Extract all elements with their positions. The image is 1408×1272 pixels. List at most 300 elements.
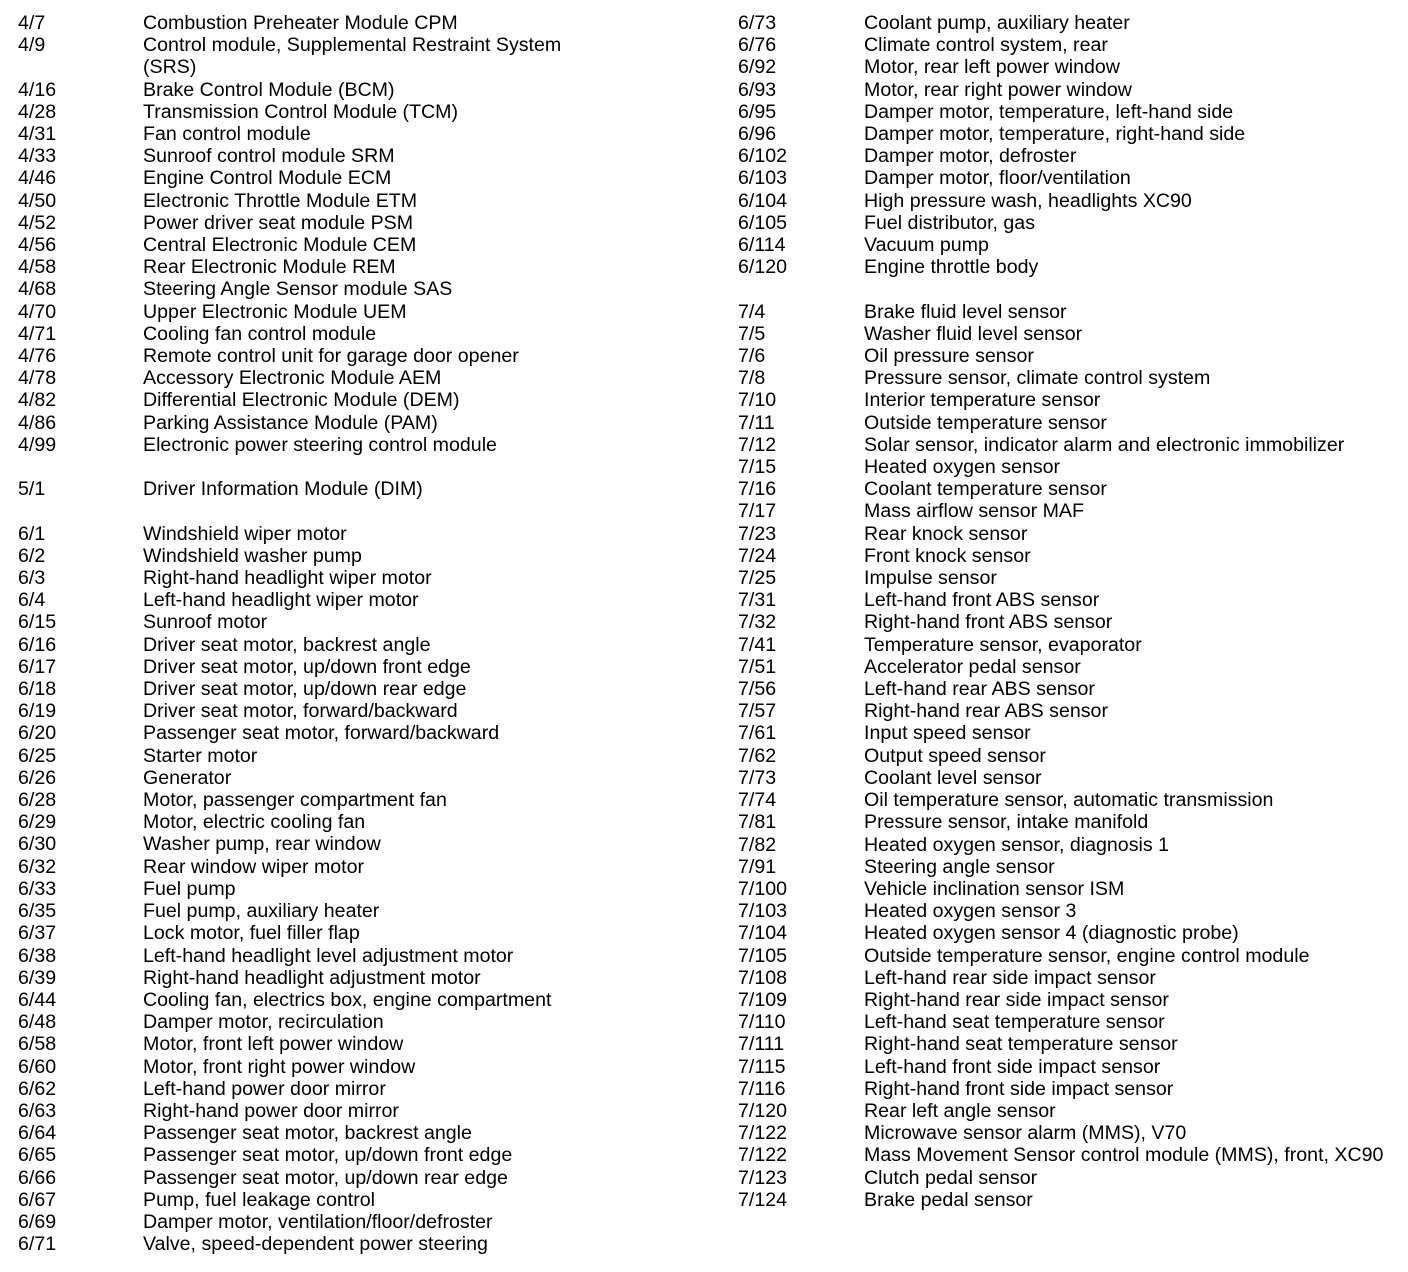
component-row — [18, 212, 708, 234]
component-row — [738, 545, 1398, 567]
component-description: Microwave sensor alarm (MMS), V70 — [864, 1122, 1187, 1145]
component-row — [738, 1033, 1398, 1055]
component-code: 6/32 — [18, 855, 57, 878]
component-code: 7/110 — [738, 1011, 786, 1034]
component-row — [18, 922, 708, 944]
component-row — [18, 301, 708, 323]
component-description: Cooling fan control module — [143, 322, 377, 345]
component-description: Left-hand front ABS sensor — [864, 589, 1100, 612]
component-row — [18, 567, 708, 589]
component-code: 4/7 — [18, 12, 46, 34]
component-description: Parking Assistance Module (PAM) — [143, 411, 438, 434]
component-description: Washer fluid level sensor — [864, 322, 1083, 345]
component-row — [18, 1122, 708, 1144]
component-description: Cooling fan, electrics box, engine compartment — [143, 988, 552, 1011]
component-description: Remote control unit for garage door opener — [143, 345, 519, 368]
component-description: Steering angle sensor — [864, 855, 1055, 878]
component-row — [738, 1144, 1398, 1166]
component-code: 5/1 — [18, 478, 46, 501]
component-description: Climate control system, rear — [864, 34, 1108, 57]
component-description: Right-hand headlight adjustment motor — [143, 966, 481, 989]
component-code: 6/37 — [18, 922, 57, 945]
component-description: Central Electronic Module CEM — [143, 234, 417, 257]
component-description: Rear window wiper motor — [143, 855, 365, 878]
component-row — [738, 567, 1398, 589]
component-code: 4/78 — [18, 367, 57, 390]
component-description: Heated oxygen sensor 3 — [864, 900, 1077, 923]
component-row — [738, 79, 1398, 101]
component-description: Valve, speed-dependent power steering — [143, 1233, 488, 1256]
component-row — [738, 212, 1398, 234]
component-code: 6/102 — [738, 145, 788, 168]
component-description: Output speed sensor — [864, 744, 1046, 767]
component-description: Mass airflow sensor MAF — [864, 500, 1084, 523]
component-code: 6/64 — [18, 1122, 57, 1145]
component-row — [738, 167, 1398, 189]
component-row — [18, 101, 708, 123]
component-description: Left-hand rear side impact sensor — [864, 966, 1156, 989]
component-row — [18, 434, 708, 456]
component-code: 6/39 — [18, 966, 57, 989]
component-description: Right-hand front side impact sensor — [864, 1077, 1174, 1100]
component-code: 7/11 — [738, 411, 775, 434]
component-row — [738, 389, 1398, 411]
component-description: Motor, rear left power window — [864, 56, 1120, 79]
component-row — [18, 833, 708, 855]
component-code: 7/51 — [738, 655, 777, 678]
component-code: 7/62 — [738, 744, 777, 767]
component-code: 7/104 — [738, 922, 788, 945]
component-row — [18, 611, 708, 633]
component-row — [18, 1189, 708, 1211]
component-description: Differential Electronic Module (DEM) — [143, 389, 460, 412]
component-description: Motor, rear right power window — [864, 78, 1132, 101]
component-row — [738, 256, 1398, 278]
component-code: 7/17 — [738, 500, 777, 523]
component-code: 7/124 — [738, 1188, 788, 1211]
component-row — [18, 789, 708, 811]
component-description: Fuel pump, auxiliary heater — [143, 900, 380, 923]
component-code: 6/73 — [738, 12, 777, 34]
component-code: 4/33 — [18, 145, 57, 168]
component-row — [738, 123, 1398, 145]
component-row — [738, 1100, 1398, 1122]
right-component-list — [738, 12, 1398, 1211]
component-description: Clutch pedal sensor — [864, 1166, 1038, 1189]
component-description: Sunroof motor — [143, 611, 268, 634]
component-code: 7/81 — [738, 811, 777, 834]
component-code: 7/25 — [738, 567, 777, 590]
component-description: Driver seat motor, backrest angle — [143, 633, 431, 656]
component-code: 6/103 — [738, 167, 788, 190]
component-description: Right-hand headlight wiper motor — [143, 567, 432, 590]
component-description: Right-hand rear ABS sensor — [864, 700, 1108, 723]
component-description: Pump, fuel leakage control — [143, 1188, 375, 1211]
component-code: 6/66 — [18, 1166, 57, 1189]
component-code: 7/120 — [738, 1099, 788, 1122]
component-code: 6/25 — [18, 744, 57, 767]
component-code: 4/52 — [18, 211, 57, 234]
component-code: 4/99 — [18, 433, 57, 456]
component-row — [18, 656, 708, 678]
component-description: Brake fluid level sensor — [864, 300, 1067, 323]
component-code: 7/5 — [738, 322, 766, 345]
component-description: Right-hand front ABS sensor — [864, 611, 1113, 634]
component-description: Pressure sensor, intake manifold — [864, 811, 1149, 834]
component-code: 7/16 — [738, 478, 777, 501]
component-code: 6/69 — [18, 1210, 57, 1233]
component-code: 6/104 — [738, 189, 788, 212]
component-description: High pressure wash, headlights XC90 — [864, 189, 1192, 212]
component-code: 6/105 — [738, 211, 788, 234]
component-code: 6/28 — [18, 789, 57, 812]
component-row — [738, 190, 1398, 212]
component-description: Front knock sensor — [864, 544, 1031, 567]
component-row — [18, 123, 708, 145]
component-code: 6/26 — [18, 766, 57, 789]
component-row — [738, 989, 1398, 1011]
component-code: 7/41 — [738, 633, 777, 656]
component-row — [18, 278, 708, 300]
component-description: Accessory Electronic Module AEM — [143, 367, 442, 390]
component-row — [18, 811, 708, 833]
component-row — [18, 745, 708, 767]
component-row — [18, 767, 708, 789]
component-code: 6/71 — [18, 1233, 57, 1256]
component-description: Motor, passenger compartment fan — [143, 789, 447, 812]
component-description: Heated oxygen sensor — [864, 456, 1061, 479]
component-code: 6/19 — [18, 700, 57, 723]
component-description: Input speed sensor — [864, 722, 1031, 745]
component-description: Driver seat motor, forward/backward — [143, 700, 458, 723]
component-description: Heated oxygen sensor, diagnosis 1 — [864, 833, 1169, 856]
component-code: 7/122 — [738, 1144, 788, 1167]
component-code: 7/12 — [738, 433, 777, 456]
component-description: Upper Electronic Module UEM — [143, 300, 407, 323]
component-code: 6/2 — [18, 544, 46, 567]
component-code: 7/61 — [738, 722, 777, 745]
component-description: Driver Information Module (DIM) — [143, 478, 423, 501]
component-code: 6/76 — [738, 34, 777, 57]
component-code: 7/115 — [738, 1055, 786, 1078]
component-description: Oil temperature sensor, automatic transmission — [864, 789, 1274, 812]
component-code: 7/57 — [738, 700, 777, 723]
component-description: Damper motor, defroster — [864, 145, 1077, 168]
component-description: Right-hand power door mirror — [143, 1099, 399, 1122]
component-description: Interior temperature sensor — [864, 389, 1101, 412]
component-description: Coolant temperature sensor — [864, 478, 1107, 501]
component-row — [738, 323, 1398, 345]
component-description: Right-hand rear side impact sensor — [864, 988, 1169, 1011]
component-row — [738, 145, 1398, 167]
component-row — [18, 545, 708, 567]
component-row — [738, 345, 1398, 367]
component-description: Washer pump, rear window — [143, 833, 381, 856]
component-description: Passenger seat motor, up/down front edge — [143, 1144, 513, 1167]
component-code: 6/60 — [18, 1055, 57, 1078]
left-component-list — [18, 12, 708, 1255]
component-description: Motor, front left power window — [143, 1033, 404, 1056]
section-spacer — [18, 500, 708, 522]
component-code: 6/62 — [18, 1077, 57, 1100]
component-row — [18, 722, 708, 744]
component-description: Fuel distributor, gas — [864, 211, 1035, 234]
component-code: 7/15 — [738, 456, 777, 479]
component-description: Passenger seat motor, up/down rear edge — [143, 1166, 508, 1189]
component-code: 7/32 — [738, 611, 777, 634]
component-description: Vehicle inclination sensor ISM — [864, 877, 1125, 900]
component-description: Electronic power steering control module — [143, 433, 497, 456]
component-description: Engine Control Module ECM — [143, 167, 392, 190]
component-row — [18, 1056, 708, 1078]
component-row — [738, 456, 1398, 478]
component-row — [18, 1078, 708, 1100]
component-description: Rear left angle sensor — [864, 1099, 1056, 1122]
component-code: 7/31 — [738, 589, 777, 612]
component-description: Brake Control Module (BCM) — [143, 78, 395, 101]
component-row — [18, 167, 708, 189]
component-description: Outside temperature sensor — [864, 411, 1107, 434]
component-row — [738, 900, 1398, 922]
component-row — [18, 589, 708, 611]
component-description: Combustion Preheater Module CPM — [143, 12, 458, 34]
component-code: 7/24 — [738, 544, 777, 567]
component-code: 6/48 — [18, 1011, 57, 1034]
component-code: 6/58 — [18, 1033, 57, 1056]
component-row — [18, 478, 708, 500]
component-description: Pressure sensor, climate control system — [864, 367, 1211, 390]
component-row — [738, 1056, 1398, 1078]
component-code: 6/30 — [18, 833, 57, 856]
component-code: 7/108 — [738, 966, 788, 989]
component-code: 6/65 — [18, 1144, 57, 1167]
component-row — [738, 589, 1398, 611]
component-row — [738, 834, 1398, 856]
component-row — [18, 1033, 708, 1055]
section-spacer — [738, 278, 1398, 300]
component-code: 7/122 — [738, 1122, 788, 1145]
component-row — [18, 190, 708, 212]
component-code: 4/50 — [18, 189, 57, 212]
component-row — [18, 79, 708, 101]
component-row — [18, 967, 708, 989]
component-row — [18, 523, 708, 545]
component-row — [738, 101, 1398, 123]
component-description: Power driver seat module PSM — [143, 211, 414, 234]
component-description: Damper motor, floor/ventilation — [864, 167, 1131, 190]
component-code: 7/91 — [738, 855, 777, 878]
component-row — [738, 967, 1398, 989]
component-code: 7/116 — [738, 1077, 786, 1100]
component-code: 4/16 — [18, 78, 57, 101]
component-code: 6/44 — [18, 988, 57, 1011]
component-row — [18, 945, 708, 967]
component-row — [738, 1122, 1398, 1144]
component-code: 4/56 — [18, 234, 57, 257]
component-description: Motor, front right power window — [143, 1055, 416, 1078]
component-description: Starter motor — [143, 744, 258, 767]
component-row — [738, 611, 1398, 633]
component-description: Damper motor, temperature, left-hand side — [864, 100, 1234, 123]
component-row — [18, 1011, 708, 1033]
component-code: 7/56 — [738, 678, 777, 701]
component-row — [18, 900, 708, 922]
component-row — [738, 1167, 1398, 1189]
component-code: 7/111 — [738, 1033, 785, 1056]
component-code: 4/68 — [18, 278, 57, 301]
component-code: 4/28 — [18, 100, 57, 123]
component-row — [738, 678, 1398, 700]
component-code: 6/18 — [18, 678, 57, 701]
component-row — [738, 301, 1398, 323]
component-row — [18, 234, 708, 256]
component-code: 6/20 — [18, 722, 57, 745]
component-description: Oil pressure sensor — [864, 345, 1034, 368]
component-description: Damper motor, recirculation — [143, 1011, 384, 1034]
component-row — [738, 656, 1398, 678]
component-description: Accelerator pedal sensor — [864, 655, 1081, 678]
component-row — [738, 745, 1398, 767]
component-code: 4/71 — [18, 322, 57, 345]
component-description: Impulse sensor — [864, 567, 997, 590]
component-code: 7/6 — [738, 345, 766, 368]
component-description: Coolant pump, auxiliary heater — [864, 12, 1130, 34]
component-code: 6/17 — [18, 655, 57, 678]
component-row — [18, 323, 708, 345]
component-description: Right-hand seat temperature sensor — [864, 1033, 1178, 1056]
component-row — [18, 1144, 708, 1166]
component-description: Transmission Control Module (TCM) — [143, 100, 459, 123]
component-description: Left-hand seat temperature sensor — [864, 1011, 1165, 1034]
component-description: Brake pedal sensor — [864, 1188, 1033, 1211]
component-code: 7/8 — [738, 367, 766, 390]
component-row — [18, 700, 708, 722]
component-code: 7/105 — [738, 944, 788, 967]
component-row — [18, 989, 708, 1011]
component-description: Passenger seat motor, backrest angle — [143, 1122, 472, 1145]
component-row — [18, 12, 708, 34]
component-row — [738, 434, 1398, 456]
component-row — [18, 1167, 708, 1189]
component-description: Windshield washer pump — [143, 544, 362, 567]
component-code: 6/15 — [18, 611, 57, 634]
component-code: 6/120 — [738, 256, 788, 279]
component-row — [18, 878, 708, 900]
component-row — [18, 1233, 708, 1255]
component-code: 6/29 — [18, 811, 57, 834]
component-description: Rear knock sensor — [864, 522, 1028, 545]
component-code: 6/67 — [18, 1188, 57, 1211]
component-description: Temperature sensor, evaporator — [864, 633, 1142, 656]
component-row — [18, 1100, 708, 1122]
component-code: 7/10 — [738, 389, 777, 412]
component-row — [738, 234, 1398, 256]
component-code: 6/3 — [18, 567, 46, 590]
component-row — [738, 12, 1398, 34]
component-code: 6/4 — [18, 589, 46, 612]
component-row — [738, 1189, 1398, 1211]
component-row — [738, 56, 1398, 78]
component-row — [738, 945, 1398, 967]
component-row — [18, 412, 708, 434]
component-description: Electronic Throttle Module ETM — [143, 189, 418, 212]
component-code: 6/96 — [738, 123, 777, 146]
component-description: Motor, electric cooling fan — [143, 811, 366, 834]
component-description: Windshield wiper motor — [143, 522, 347, 545]
component-code: 4/76 — [18, 345, 57, 368]
component-row — [738, 412, 1398, 434]
component-description: Damper motor, ventilation/floor/defroster — [143, 1210, 493, 1233]
component-code: 7/109 — [738, 988, 788, 1011]
component-code: 7/82 — [738, 833, 777, 856]
component-code: 6/63 — [18, 1099, 57, 1122]
component-description: Left-hand front side impact sensor — [864, 1055, 1161, 1078]
component-code: 6/1 — [18, 522, 46, 545]
component-row — [18, 389, 708, 411]
component-description: Left-hand headlight level adjustment motor — [143, 944, 514, 967]
component-code: 6/114 — [738, 234, 786, 257]
component-row — [738, 34, 1398, 56]
component-row — [738, 634, 1398, 656]
component-description: Vacuum pump — [864, 234, 989, 257]
component-code: 6/16 — [18, 633, 57, 656]
component-code: 4/82 — [18, 389, 57, 412]
component-description: Left-hand power door mirror — [143, 1077, 386, 1100]
component-code: 6/33 — [18, 877, 57, 900]
component-description: Solar sensor, indicator alarm and electronic immobilizer — [864, 433, 1345, 456]
component-code: 6/95 — [738, 100, 777, 123]
component-description: Passenger seat motor, forward/backward — [143, 722, 500, 745]
component-code: 7/100 — [738, 877, 788, 900]
section-spacer — [18, 456, 708, 478]
component-row — [18, 145, 708, 167]
component-description: Driver seat motor, up/down front edge — [143, 655, 471, 678]
component-row — [738, 856, 1398, 878]
component-row — [738, 1011, 1398, 1033]
component-code: 7/74 — [738, 789, 777, 812]
component-row — [18, 367, 708, 389]
component-code: 4/31 — [18, 123, 57, 146]
component-description: Driver seat motor, up/down rear edge — [143, 678, 467, 701]
component-code: 6/35 — [18, 900, 57, 923]
component-code: 6/92 — [738, 56, 777, 79]
component-description: Fan control module — [143, 123, 311, 146]
component-description: Coolant level sensor — [864, 766, 1042, 789]
component-code: 7/4 — [738, 300, 766, 323]
component-description: Heated oxygen sensor 4 (diagnostic probe) — [864, 922, 1239, 945]
component-description: Outside temperature sensor, engine control module — [864, 944, 1310, 967]
component-row — [18, 856, 708, 878]
component-row — [18, 256, 708, 278]
component-row — [738, 478, 1398, 500]
component-row — [18, 34, 708, 78]
component-row — [18, 634, 708, 656]
component-description: Fuel pump — [143, 877, 236, 900]
component-description: Steering Angle Sensor module SAS — [143, 278, 453, 301]
component-code: 6/93 — [738, 78, 777, 101]
component-row — [18, 678, 708, 700]
component-row — [738, 367, 1398, 389]
component-description: Sunroof control module SRM — [143, 145, 395, 168]
component-code: 4/86 — [18, 411, 57, 434]
component-row — [738, 700, 1398, 722]
component-description: Left-hand headlight wiper motor — [143, 589, 419, 612]
component-row — [738, 922, 1398, 944]
component-row — [738, 789, 1398, 811]
component-row — [738, 767, 1398, 789]
component-row — [738, 523, 1398, 545]
component-code: 7/73 — [738, 766, 777, 789]
